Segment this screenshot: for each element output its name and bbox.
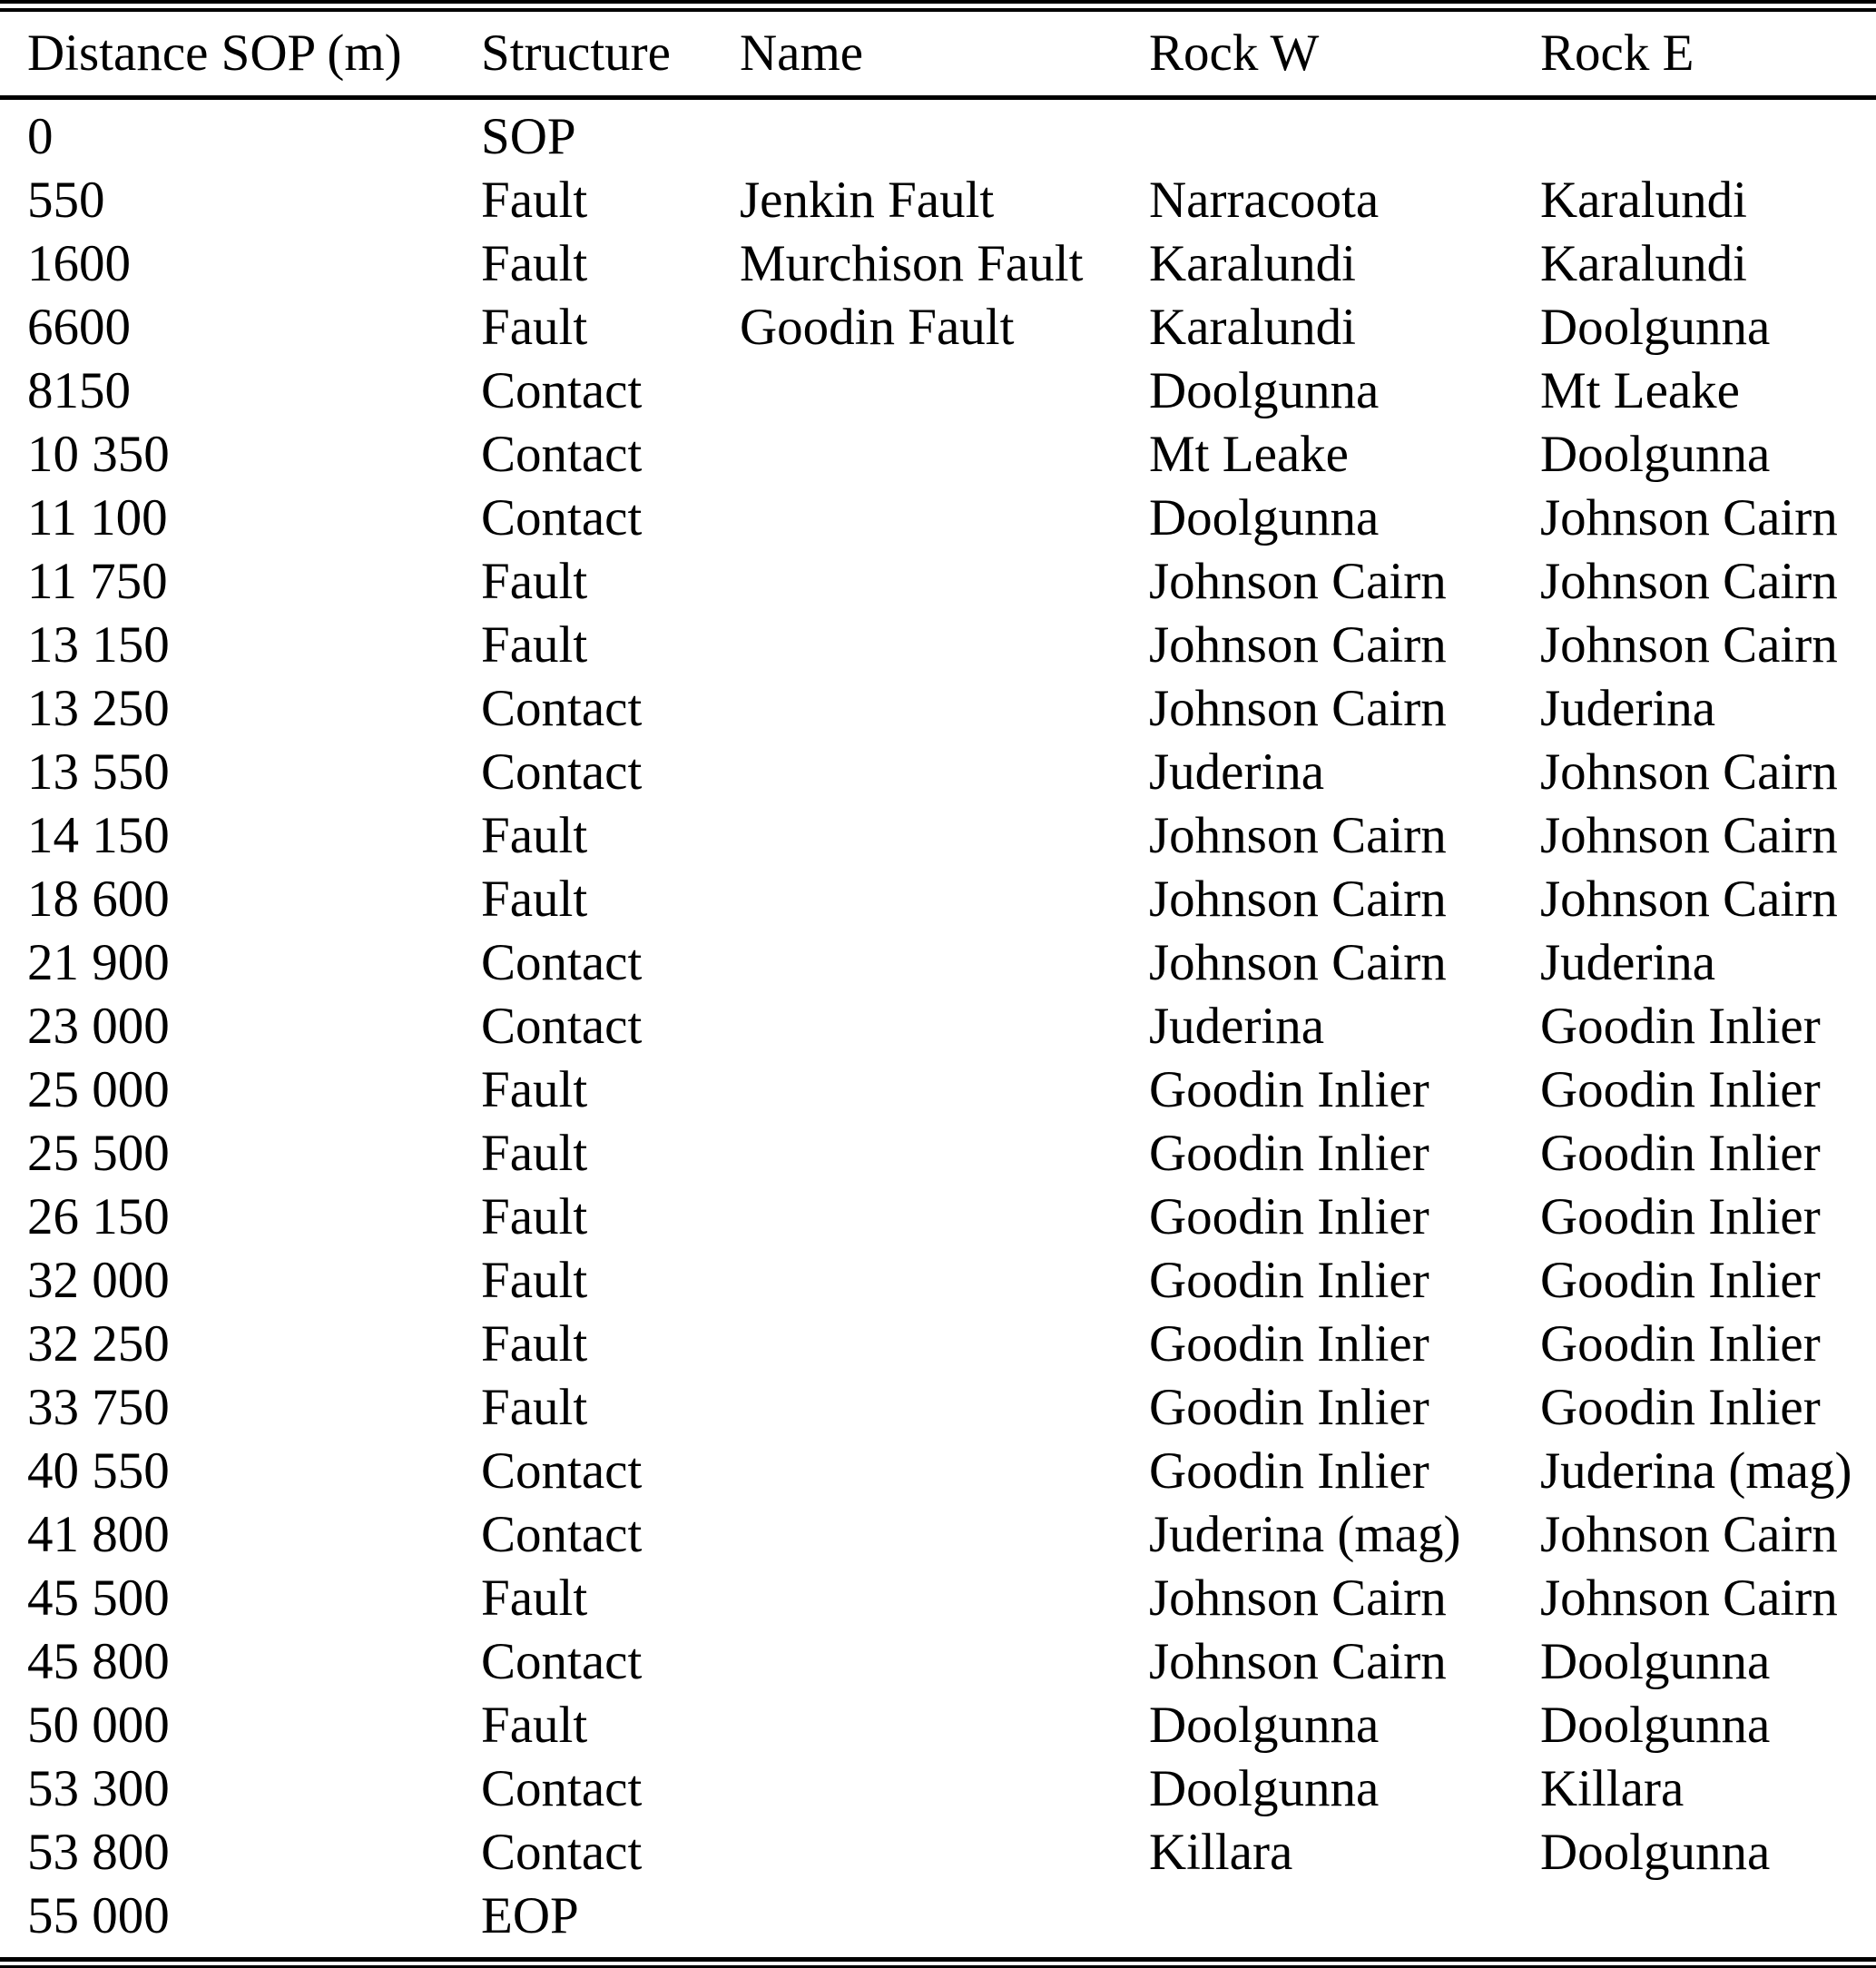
cell-distance-sop: 10 350 bbox=[27, 426, 170, 483]
cell-distance-sop: 8150 bbox=[27, 362, 131, 419]
cell-rock-e: Karalundi bbox=[1540, 235, 1747, 292]
cell-rock-e: Killara bbox=[1540, 1760, 1684, 1817]
cell-structure: Contact bbox=[481, 1760, 643, 1817]
cell-rock-w: Doolgunna bbox=[1149, 362, 1380, 419]
cell-structure: Contact bbox=[481, 1442, 643, 1500]
cell-distance-sop: 41 800 bbox=[27, 1506, 170, 1563]
cell-name bbox=[740, 1186, 1149, 1249]
table-row bbox=[0, 1757, 1876, 1821]
cell-rock-w: Goodin Inlier bbox=[1149, 1125, 1429, 1182]
table-header-row bbox=[0, 12, 1876, 95]
cell-rock-e: Doolgunna bbox=[1540, 1824, 1771, 1881]
cell-rock-w: Goodin Inlier bbox=[1149, 1442, 1429, 1500]
cell-name bbox=[740, 1757, 1149, 1821]
cell-name bbox=[740, 423, 1149, 487]
cell-rock-e: Doolgunna bbox=[1540, 1697, 1771, 1754]
cell-rock-w: Goodin Inlier bbox=[1149, 1379, 1429, 1436]
cell-name bbox=[740, 1249, 1149, 1313]
cell-rock-e: Juderina bbox=[1540, 680, 1716, 737]
cell-rock-w: Juderina (mag) bbox=[1149, 1506, 1461, 1563]
cell-name bbox=[740, 1630, 1149, 1694]
cell-structure: Fault bbox=[481, 616, 588, 674]
cell-rock-w bbox=[1149, 105, 1540, 169]
cell-distance-sop: 18 600 bbox=[27, 871, 170, 928]
cell-structure: SOP bbox=[481, 108, 576, 165]
cell-name bbox=[740, 804, 1149, 868]
cell-structure: Contact bbox=[481, 680, 643, 737]
cell-rock-e: Johnson Cairn bbox=[1540, 807, 1838, 864]
cell-distance-sop: 45 500 bbox=[27, 1569, 170, 1627]
cell-distance-sop: 21 900 bbox=[27, 934, 170, 991]
cell-rock-e: Johnson Cairn bbox=[1540, 553, 1838, 610]
cell-structure: Fault bbox=[481, 553, 588, 610]
cell-name bbox=[740, 1376, 1149, 1440]
column-header-structure: Structure bbox=[481, 25, 671, 82]
cell-name bbox=[740, 931, 1149, 995]
cell-rock-w: Karalundi bbox=[1149, 235, 1356, 292]
cell-distance-sop: 53 800 bbox=[27, 1824, 170, 1881]
cell-structure: Contact bbox=[481, 1506, 643, 1563]
cell-structure: Fault bbox=[481, 1188, 588, 1245]
table-row bbox=[0, 550, 1876, 614]
table-row bbox=[0, 487, 1876, 550]
table-row bbox=[0, 1058, 1876, 1122]
cell-rock-w: Doolgunna bbox=[1149, 489, 1380, 546]
cell-name bbox=[740, 359, 1149, 423]
cell-name bbox=[740, 1694, 1149, 1757]
cell-name: Jenkin Fault bbox=[740, 172, 995, 229]
table-row bbox=[0, 105, 1876, 169]
table-row bbox=[0, 1630, 1876, 1694]
cell-structure: Contact bbox=[481, 362, 643, 419]
cell-rock-e: Karalundi bbox=[1540, 172, 1747, 229]
bottom-spacer bbox=[0, 1948, 1876, 1957]
cell-name bbox=[740, 677, 1149, 741]
table-row bbox=[0, 1503, 1876, 1567]
cell-distance-sop: 14 150 bbox=[27, 807, 170, 864]
table-row bbox=[0, 423, 1876, 487]
cell-rock-w: Narracoota bbox=[1149, 172, 1380, 229]
cell-rock-w: Johnson Cairn bbox=[1149, 553, 1447, 610]
table-row bbox=[0, 1376, 1876, 1440]
cell-rock-e: Juderina bbox=[1540, 934, 1716, 991]
cell-rock-e: Goodin Inlier bbox=[1540, 1188, 1821, 1245]
cell-name bbox=[740, 550, 1149, 614]
cell-distance-sop: 40 550 bbox=[27, 1442, 170, 1500]
cell-structure: Fault bbox=[481, 1697, 588, 1754]
cell-rock-e: Johnson Cairn bbox=[1540, 743, 1838, 801]
cell-rock-w: Goodin Inlier bbox=[1149, 1061, 1429, 1118]
cell-structure: EOP bbox=[481, 1887, 579, 1944]
cell-distance-sop: 11 750 bbox=[27, 553, 168, 610]
cell-rock-e: Johnson Cairn bbox=[1540, 489, 1838, 546]
table-row bbox=[0, 1694, 1876, 1757]
cell-name bbox=[740, 1440, 1149, 1503]
cell-structure: Contact bbox=[481, 934, 643, 991]
cell-rock-w: Mt Leake bbox=[1149, 426, 1349, 483]
cell-name bbox=[740, 1884, 1149, 1948]
table-row bbox=[0, 868, 1876, 931]
cell-structure: Fault bbox=[481, 871, 588, 928]
table-row bbox=[0, 1821, 1876, 1884]
cell-rock-w: Doolgunna bbox=[1149, 1697, 1380, 1754]
cell-rock-e: Johnson Cairn bbox=[1540, 1569, 1838, 1627]
cell-distance-sop: 11 100 bbox=[27, 489, 168, 546]
cell-name bbox=[740, 868, 1149, 931]
cell-structure: Contact bbox=[481, 1824, 643, 1881]
cell-rock-w: Juderina bbox=[1149, 998, 1325, 1055]
cell-distance-sop: 25 500 bbox=[27, 1125, 170, 1182]
table-row bbox=[0, 931, 1876, 995]
cell-rock-w: Karalundi bbox=[1149, 299, 1356, 356]
cell-rock-e: Johnson Cairn bbox=[1540, 616, 1838, 674]
cell-rock-w: Johnson Cairn bbox=[1149, 680, 1447, 737]
cell-distance-sop: 13 150 bbox=[27, 616, 170, 674]
cell-structure: Fault bbox=[481, 1252, 588, 1309]
cell-distance-sop: 26 150 bbox=[27, 1188, 170, 1245]
cell-rock-w: Johnson Cairn bbox=[1149, 807, 1447, 864]
cell-rock-e: Mt Leake bbox=[1540, 362, 1740, 419]
cell-distance-sop: 50 000 bbox=[27, 1697, 170, 1754]
column-header-rock-e: Rock E bbox=[1540, 25, 1694, 82]
table-body bbox=[0, 100, 1876, 1948]
table-row bbox=[0, 1567, 1876, 1630]
table-row bbox=[0, 1313, 1876, 1376]
table-row bbox=[0, 677, 1876, 741]
cell-rock-e: Goodin Inlier bbox=[1540, 1061, 1821, 1118]
cell-rock-e: Johnson Cairn bbox=[1540, 871, 1838, 928]
column-header-rock-w: Rock W bbox=[1149, 25, 1320, 82]
cell-distance-sop: 13 250 bbox=[27, 680, 170, 737]
cell-rock-e: Doolgunna bbox=[1540, 299, 1771, 356]
cell-distance-sop: 53 300 bbox=[27, 1760, 170, 1817]
cell-structure: Fault bbox=[481, 1379, 588, 1436]
cell-structure: Contact bbox=[481, 1633, 643, 1690]
table-row bbox=[0, 614, 1876, 677]
table-row bbox=[0, 359, 1876, 423]
cell-structure: Contact bbox=[481, 998, 643, 1055]
cell-rock-w: Juderina bbox=[1149, 743, 1325, 801]
cell-rock-e: Doolgunna bbox=[1540, 1633, 1771, 1690]
table-row bbox=[0, 296, 1876, 359]
table-row bbox=[0, 1249, 1876, 1313]
cell-rock-e: Juderina (mag) bbox=[1540, 1442, 1852, 1500]
cell-structure: Fault bbox=[481, 1315, 588, 1373]
cell-structure: Fault bbox=[481, 1569, 588, 1627]
table-row bbox=[0, 995, 1876, 1058]
cell-rock-w: Johnson Cairn bbox=[1149, 1569, 1447, 1627]
cell-rock-e: Doolgunna bbox=[1540, 426, 1771, 483]
cell-rock-e: Goodin Inlier bbox=[1540, 998, 1821, 1055]
cell-distance-sop: 25 000 bbox=[27, 1061, 170, 1118]
table-row bbox=[0, 1884, 1876, 1948]
cell-rock-e: Goodin Inlier bbox=[1540, 1315, 1821, 1373]
cell-distance-sop: 23 000 bbox=[27, 998, 170, 1055]
cell-rock-e bbox=[1540, 105, 1876, 169]
cell-rock-e: Johnson Cairn bbox=[1540, 1506, 1838, 1563]
cell-rock-e bbox=[1540, 1884, 1876, 1948]
cell-name bbox=[740, 741, 1149, 804]
cell-rock-e: Goodin Inlier bbox=[1540, 1379, 1821, 1436]
cell-rock-w: Killara bbox=[1149, 1824, 1293, 1881]
cell-distance-sop: 6600 bbox=[27, 299, 131, 356]
cell-rock-w: Doolgunna bbox=[1149, 1760, 1380, 1817]
cell-distance-sop: 33 750 bbox=[27, 1379, 170, 1436]
cell-name: Murchison Fault bbox=[740, 235, 1084, 292]
table-row bbox=[0, 232, 1876, 296]
cell-distance-sop: 550 bbox=[27, 172, 105, 229]
cell-structure: Fault bbox=[481, 172, 588, 229]
cell-name bbox=[740, 487, 1149, 550]
cell-distance-sop: 13 550 bbox=[27, 743, 170, 801]
cell-name bbox=[740, 1821, 1149, 1884]
cell-rock-w: Johnson Cairn bbox=[1149, 934, 1447, 991]
cell-structure: Contact bbox=[481, 489, 643, 546]
cell-structure: Contact bbox=[481, 743, 643, 801]
cell-name bbox=[740, 105, 1149, 169]
column-header-distance-sop: Distance SOP (m) bbox=[27, 25, 402, 82]
cell-distance-sop: 0 bbox=[27, 108, 54, 165]
cell-rock-e: Goodin Inlier bbox=[1540, 1252, 1821, 1309]
table-row bbox=[0, 804, 1876, 868]
table-row bbox=[0, 1186, 1876, 1249]
cell-distance-sop: 32 000 bbox=[27, 1252, 170, 1309]
cell-structure: Fault bbox=[481, 235, 588, 292]
cell-structure: Fault bbox=[481, 1125, 588, 1182]
cell-distance-sop: 1600 bbox=[27, 235, 131, 292]
cell-structure: Contact bbox=[481, 426, 643, 483]
cell-distance-sop: 45 800 bbox=[27, 1633, 170, 1690]
cell-rock-w: Johnson Cairn bbox=[1149, 1633, 1447, 1690]
cell-name bbox=[740, 614, 1149, 677]
cell-rock-w bbox=[1149, 1884, 1540, 1948]
cell-name bbox=[740, 1503, 1149, 1567]
cell-rock-w: Johnson Cairn bbox=[1149, 616, 1447, 674]
table-row bbox=[0, 741, 1876, 804]
cell-rock-w: Johnson Cairn bbox=[1149, 871, 1447, 928]
cell-name bbox=[740, 1313, 1149, 1376]
cell-rock-w: Goodin Inlier bbox=[1149, 1252, 1429, 1309]
cell-distance-sop: 55 000 bbox=[27, 1887, 170, 1944]
cell-name: Goodin Fault bbox=[740, 299, 1015, 356]
cell-structure: Fault bbox=[481, 807, 588, 864]
cell-rock-w: Goodin Inlier bbox=[1149, 1315, 1429, 1373]
table-row bbox=[0, 1122, 1876, 1186]
cell-name bbox=[740, 1567, 1149, 1630]
table-row bbox=[0, 1440, 1876, 1503]
cell-structure: Fault bbox=[481, 299, 588, 356]
cell-rock-e: Goodin Inlier bbox=[1540, 1125, 1821, 1182]
cell-name bbox=[740, 995, 1149, 1058]
table-row bbox=[0, 169, 1876, 232]
cell-rock-w: Goodin Inlier bbox=[1149, 1188, 1429, 1245]
cell-structure: Fault bbox=[481, 1061, 588, 1118]
column-header-name: Name bbox=[740, 25, 864, 82]
cell-distance-sop: 32 250 bbox=[27, 1315, 170, 1373]
cell-name bbox=[740, 1122, 1149, 1186]
cell-name bbox=[740, 1058, 1149, 1122]
